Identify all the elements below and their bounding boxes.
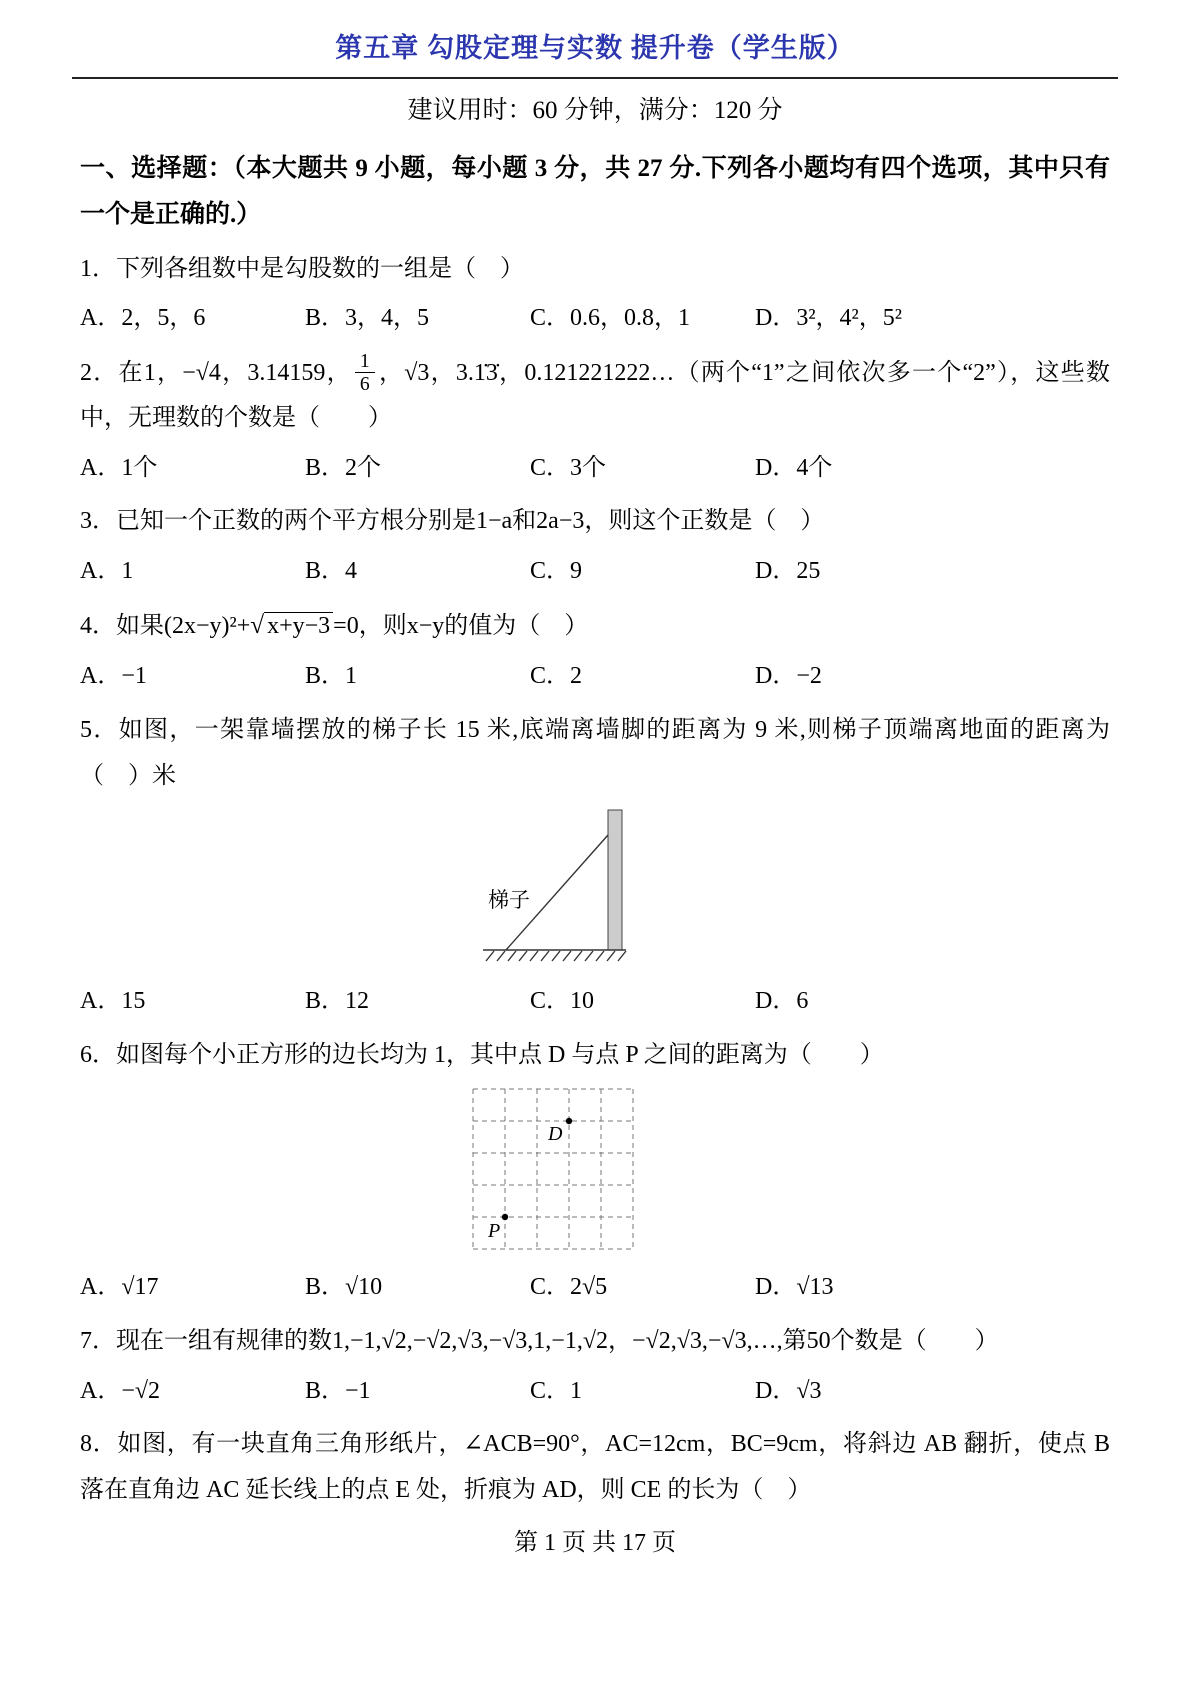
question-4-stem-pre: 4．如果(2x−y)²+ bbox=[80, 613, 251, 640]
wall-shape bbox=[608, 810, 622, 950]
question-6-options bbox=[80, 1265, 1110, 1311]
question-6-option-b: B．√10 bbox=[305, 1274, 383, 1301]
exam-time-score-note: 建议用时：60 分钟，满分：120 分 bbox=[407, 97, 783, 124]
question-6-stem: 6．如图每个小正方形的边长均为 1，其中点 D 与点 P 之间的距离为（ ） bbox=[80, 1041, 884, 1068]
point-p-label: P bbox=[488, 1220, 501, 1243]
question-2-stem-post: ，√3，3.1̇3̇，0.121221222…（两个“1”之间依次多一个“2”），这些数中，无理数的个数是（ ） bbox=[80, 359, 1111, 432]
question-2-stem-pre: 2．在1，−√4，3.14159， bbox=[80, 359, 352, 386]
ladder-figure bbox=[458, 805, 1190, 975]
fraction-one-sixth bbox=[355, 350, 375, 396]
point-d-label: D bbox=[548, 1123, 563, 1146]
question-4-stem-post: =0，则x−y的值为（ ） bbox=[333, 613, 589, 640]
radical-sign: √ bbox=[250, 612, 265, 640]
question-7-option-b: B．−1 bbox=[305, 1377, 371, 1404]
question-5-stem: 5．如图，一架靠墙摆放的梯子长 15 米,底端离墙脚的距离为 9 米,则梯子顶端离地面的距离为（ ）米 bbox=[80, 716, 1110, 789]
question-5-option-d: D．6 bbox=[755, 988, 809, 1015]
question-1-options bbox=[80, 296, 1110, 342]
question-8-stem: 8．如图，有一块直角三角形纸片，∠ACB=90°，AC=12cm，BC=9cm，将斜边 AB 翻折，使点 B 落在直角边 AC 延长线上的点 E 处，折痕为 AD，则 CE 的长为（ ） bbox=[80, 1431, 1110, 1503]
question-5-options bbox=[80, 979, 1110, 1025]
title-divider bbox=[72, 77, 1118, 79]
question-4-options bbox=[80, 654, 1110, 700]
question-3-option-b: B．4 bbox=[305, 557, 358, 584]
question-4-option-c: C．2 bbox=[530, 663, 583, 690]
question-4-option-b: B．1 bbox=[305, 663, 358, 690]
sqrt-expression bbox=[250, 613, 333, 639]
point-p-dot bbox=[502, 1214, 508, 1220]
question-6-option-d: D．√13 bbox=[755, 1274, 834, 1301]
grid-figure bbox=[468, 1084, 1190, 1261]
question-5-option-a: A．15 bbox=[80, 988, 146, 1015]
question-3-option-c: C．9 bbox=[530, 557, 583, 584]
radical-argument: x+y−3 bbox=[264, 612, 333, 639]
ground-hatching bbox=[486, 951, 626, 961]
fraction-numerator: 1 bbox=[355, 350, 375, 374]
question-2-option-a: A．1个 bbox=[80, 454, 158, 481]
question-7-option-c: C．1 bbox=[530, 1377, 583, 1404]
question-2-stem bbox=[80, 350, 1110, 442]
question-4-option-d: D．−2 bbox=[755, 663, 822, 690]
question-3-option-a: A．1 bbox=[80, 557, 134, 584]
question-3-option-d: D．25 bbox=[755, 557, 821, 584]
fraction-denominator: 6 bbox=[359, 373, 370, 396]
question-3-stem: 3．已知一个正数的两个平方根分别是1−a和2a−3，则这个正数是（ ） bbox=[80, 508, 825, 535]
question-2-option-d: D．4个 bbox=[755, 454, 833, 481]
question-7-options bbox=[80, 1369, 1110, 1415]
question-3-options bbox=[80, 549, 1110, 595]
question-7-option-d: D．√3 bbox=[755, 1377, 822, 1404]
question-2-option-b: B．2个 bbox=[305, 454, 382, 481]
page-number: 第 1 页 共 17 页 bbox=[514, 1530, 676, 1556]
question-7-stem: 7．现在一组有规律的数1,−1,√2,−√2,√3,−√3,1,−1,√2，−√2,√3,−√3,…,第50个数是（ ） bbox=[80, 1327, 999, 1354]
question-4-option-a: A．−1 bbox=[80, 663, 147, 690]
question-5-option-b: B．12 bbox=[305, 988, 370, 1015]
ladder-label: 梯子 bbox=[488, 888, 530, 913]
question-2-options bbox=[80, 446, 1110, 492]
question-2-option-c: C．3个 bbox=[530, 454, 607, 481]
question-6-option-a: A．√17 bbox=[80, 1274, 159, 1301]
question-1-option-b: B．3，4，5 bbox=[305, 305, 430, 332]
question-6-option-c: C．2√5 bbox=[530, 1274, 608, 1301]
question-4-stem bbox=[80, 602, 1110, 650]
question-1-option-d: D．3²，4²，5² bbox=[755, 305, 902, 332]
question-1-option-a: A．2，5，6 bbox=[80, 305, 206, 332]
section-one-heading: 一、选择题：（本大题共 9 小题，每小题 3 分，共 27 分.下列各小题均有四个选项，其中只有一个是正确的.） bbox=[80, 155, 1110, 229]
question-7-option-a: A．−√2 bbox=[80, 1377, 161, 1404]
question-1-option-c: C．0.6，0.8，1 bbox=[530, 305, 691, 332]
question-5-option-c: C．10 bbox=[530, 988, 595, 1015]
page-title: 第五章 勾股定理与实数 提升卷（学生版） bbox=[335, 33, 855, 63]
question-1-stem: 1．下列各组数中是勾股数的一组是（ ） bbox=[80, 255, 524, 282]
point-d-dot bbox=[566, 1118, 572, 1124]
